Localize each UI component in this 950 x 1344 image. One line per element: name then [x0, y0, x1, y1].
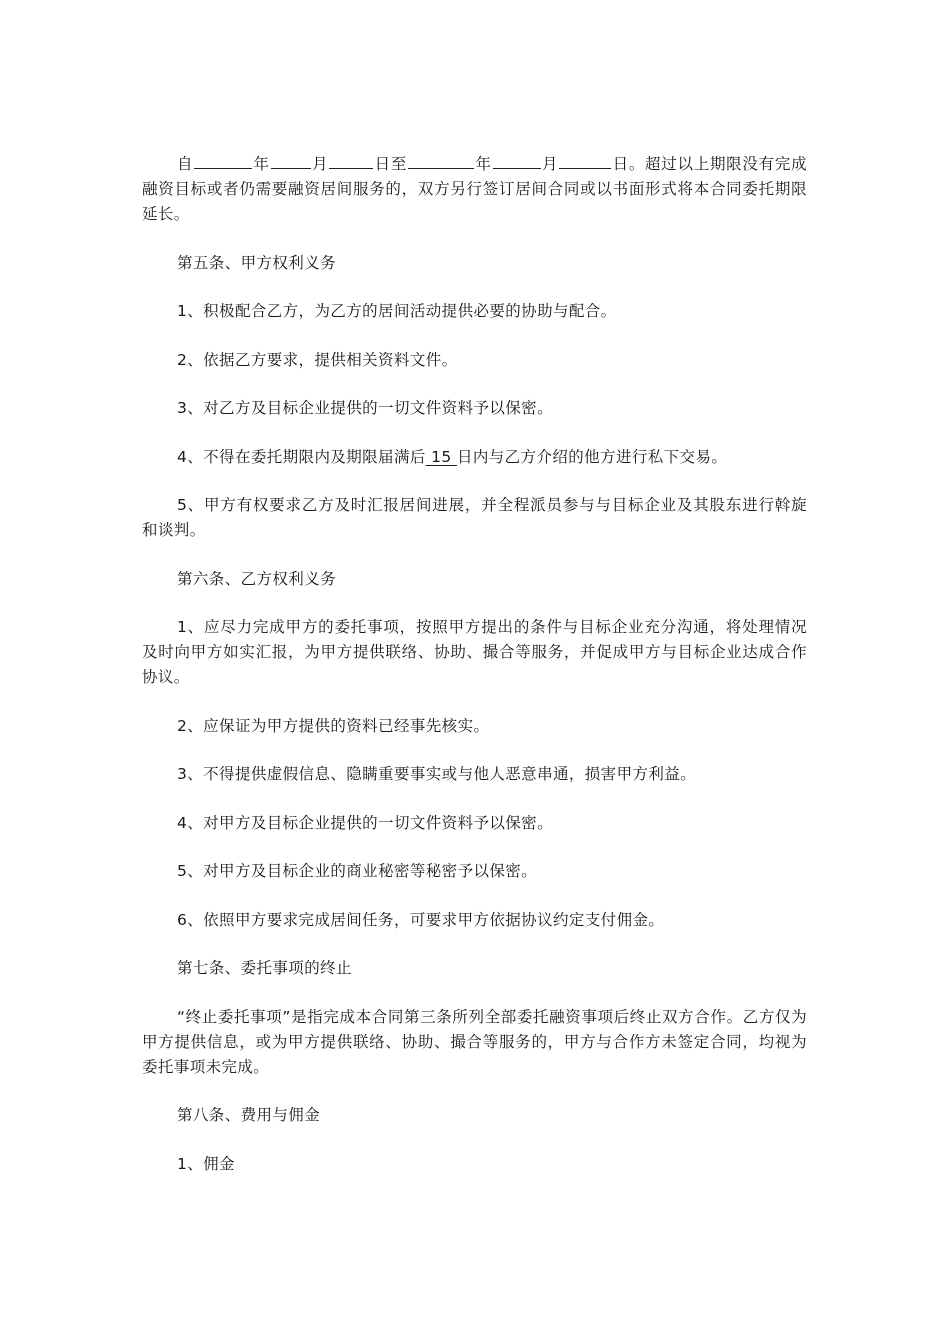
text-day-to: 日至 [374, 155, 408, 173]
document-page [142, 150, 807, 1177]
article-5-item-5: 5、甲方有权要求乙方及时汇报居间进展，并全程派员参与与目标企业及其股东进行斡旋和谈判。 [142, 496, 807, 539]
blank-start-year [194, 150, 252, 169]
article-8-title: 第八条、费用与佣金 [177, 1106, 321, 1124]
article-6-item-1: 1、应尽力完成甲方的委托事项，按照甲方提出的条件与目标企业充分沟通，将处理情况及时向甲方如实汇报，为甲方提供联络、协助、撮合等服务，并促成甲方与目标企业达成合作协议。 [142, 618, 807, 686]
text-term-extension: 日。超过以上期限没有完成融资目标或者仍需要融资居间服务的，双方另行签订居间合同或以书面形式将本合同委托期限延长。 [142, 155, 807, 223]
article-6-title: 第六条、乙方权利义务 [177, 569, 337, 588]
text-month: 月 [541, 155, 559, 173]
term-period-paragraph [142, 150, 807, 227]
article-6-item-2: 2、应保证为甲方提供的资料已经事先核实。 [177, 716, 490, 735]
article-5-item-2: 2、依据乙方要求，提供相关资料文件。 [177, 350, 458, 369]
text-year: 年 [253, 155, 270, 173]
text-from: 自 [177, 155, 194, 173]
text-month: 月 [311, 155, 329, 173]
article-7-paragraph: “终止委托事项”是指完成本合同第三条所列全部委托融资事项后终止双方合作。乙方仅为甲方提供信息，或为甲方提供联络、协助、撮合等服务的，甲方与合作方未签定合同，均视为委托事项未完成。 [142, 1007, 807, 1076]
blank-end-day [559, 150, 611, 169]
blank-start-day [329, 150, 373, 169]
blank-start-month [271, 150, 311, 169]
article-5-title: 第五条、甲方权利义务 [177, 253, 337, 272]
article-8-item-1: 1、佣金 [177, 1154, 235, 1173]
blank-end-year [408, 150, 474, 169]
article-5-item-1: 1、积极配合乙方，为乙方的居间活动提供必要的协助与配合。 [177, 302, 617, 320]
item-4-days: 15 [425, 447, 457, 466]
article-5-item-3: 3、对乙方及目标企业提供的一切文件资料予以保密。 [177, 399, 553, 417]
item-4-suffix: 日内与乙方介绍的他方进行私下交易。 [456, 447, 728, 466]
text-year: 年 [475, 155, 492, 173]
article-6-item-5: 5、对甲方及目标企业的商业秘密等秘密予以保密。 [177, 862, 538, 880]
article-7-title: 第七条、委托事项的终止 [177, 959, 352, 977]
item-4-prefix: 4、不得在委托期限内及期限届满后 [177, 447, 426, 466]
blank-end-month [493, 150, 541, 169]
article-5-item-4 [142, 445, 807, 470]
article-6-item-6: 6、依照甲方要求完成居间任务，可要求甲方依据协议约定支付佣金。 [177, 910, 665, 929]
article-6-item-3: 3、不得提供虚假信息、隐瞒重要事实或与他人恶意串通，损害甲方利益。 [177, 765, 697, 783]
article-6-item-4: 4、对甲方及目标企业提供的一切文件资料予以保密。 [177, 813, 553, 832]
